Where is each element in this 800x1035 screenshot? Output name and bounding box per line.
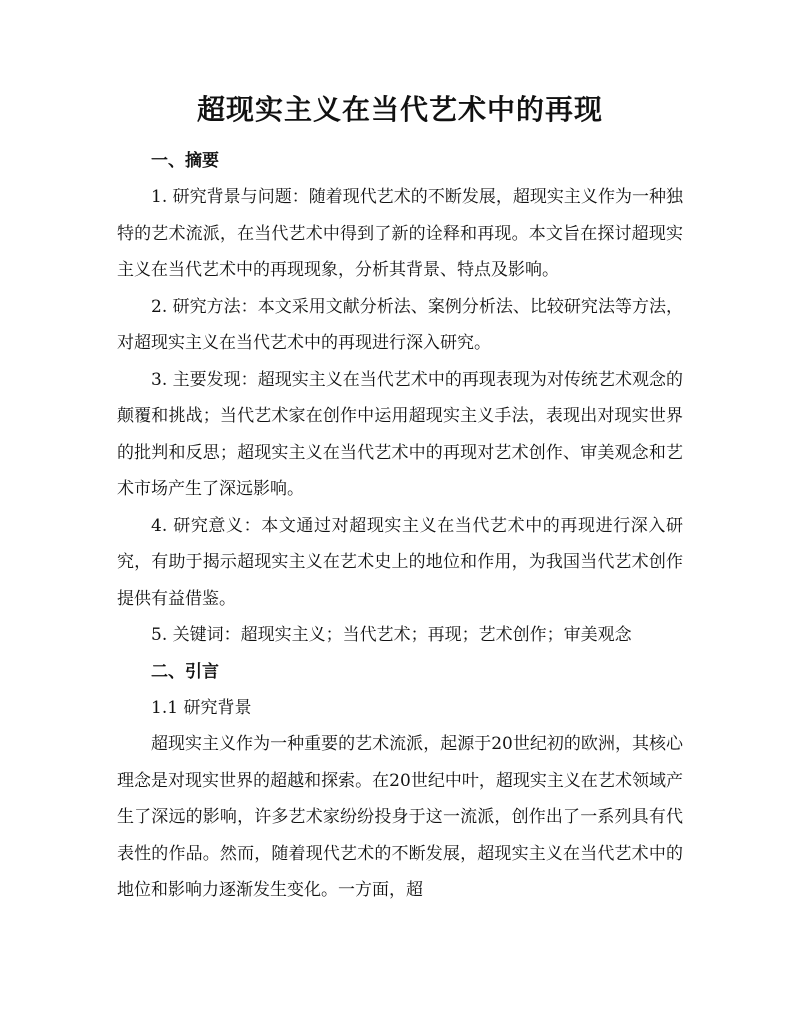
abstract-item-methods: 2. 研究方法：本文采用文献分析法、案例分析法、比较研究法等方法，对超现实主义在当代艺术中的再现进行深入研究。 — [117, 296, 683, 353]
abstract-item-significance: 4. 研究意义：本文通过对超现实主义在当代艺术中的再现进行深入研究，有助于揭示超现实主义在艺术史上的地位和作用，为我国当代艺术创作提供有益借鉴。 — [117, 515, 683, 609]
document-title: 超现实主义在当代艺术中的再现 — [196, 93, 603, 126]
section-heading-abstract: 一、摘要 — [151, 151, 219, 171]
subsection-heading-background: 1.1 研究背景 — [151, 697, 252, 718]
abstract-item-findings: 3. 主要发现：超现实主义在当代艺术中的再现表现为对传统艺术观念的颠覆和挑战；当代艺术家在创作中运用超现实主义手法，表现出对现实世界的批判和反思；超现实主义在当代艺术中的再现对艺术创作、审美观念和艺术市场产生了深远影响。 — [117, 369, 683, 499]
document-body — [117, 143, 683, 909]
abstract-item-keywords: 5. 关键词：超现实主义；当代艺术；再现；艺术创作；审美观念 — [151, 625, 632, 645]
section-heading-introduction: 二、引言 — [151, 661, 219, 682]
introduction-paragraph: 超现实主义作为一种重要的艺术流派，起源于20世纪初的欧洲，其核心理念是对现实世界的超越和探索。在20世纪中叶，超现实主义在艺术领域产生了深远的影响，许多艺术家纷纷投身于这一流派，创作出了一系列具有代表性的作品。然而，随着现代艺术的不断发展，超现实主义在当代艺术中的地位和影响力逐渐发生变化。一方面，超 — [117, 734, 683, 900]
abstract-item-background: 1. 研究背景与问题：随着现代艺术的不断发展，超现实主义作为一种独特的艺术流派，在当代艺术中得到了新的诠释和再现。本文旨在探讨超现实主义在当代艺术中的再现现象，分析其背景、特点及影响。 — [117, 187, 683, 280]
